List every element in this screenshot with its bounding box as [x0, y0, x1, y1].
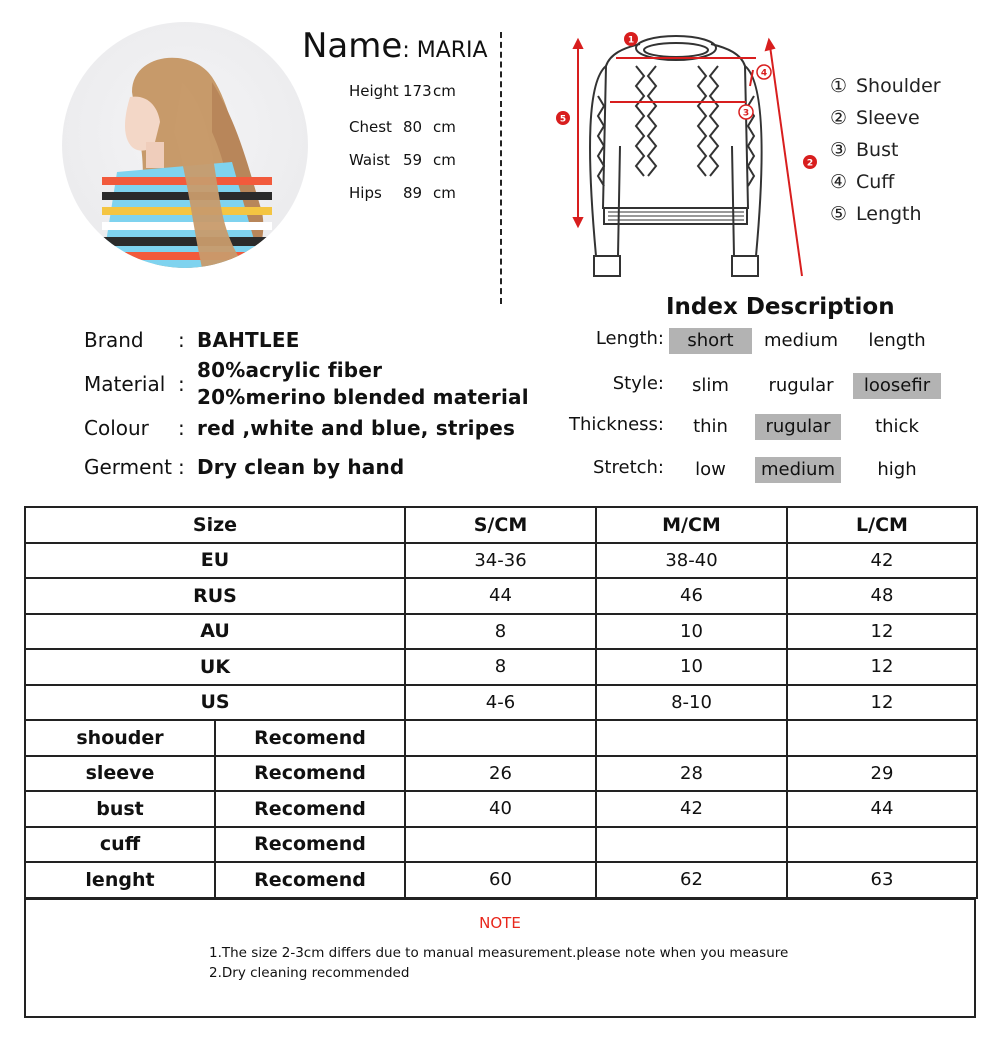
legend-label: Sleeve [856, 107, 920, 129]
index-label-length: Length: [595, 328, 664, 349]
table-row [25, 649, 977, 685]
row-recommend: Recomend [215, 720, 405, 756]
legend-cuff [830, 171, 894, 193]
colour-label: Colour [84, 416, 149, 440]
brand-value: BAHTLEE [197, 328, 300, 352]
stat-waist [349, 151, 456, 169]
sweater-diagram [548, 26, 818, 288]
legend-number: ③ [830, 139, 848, 161]
cell-s: 34-36 [405, 543, 596, 579]
colon: : [178, 328, 185, 352]
divider [500, 32, 502, 304]
index-label-thickness: Thickness: [568, 414, 664, 435]
cell-l: 42 [787, 543, 977, 579]
cell-s: 8 [405, 614, 596, 650]
cell-m: 8-10 [596, 685, 787, 721]
legend-length [830, 203, 922, 225]
cell-s: 8 [405, 649, 596, 685]
material-value-2: 20%merino blended material [197, 385, 529, 409]
index-option-selected: short [669, 328, 752, 354]
index-option: thin [693, 416, 728, 437]
garment-value: Dry clean by hand [197, 455, 405, 479]
stat-label: Hips [349, 184, 382, 202]
note-box [24, 898, 976, 1018]
legend-label: Cuff [856, 171, 895, 193]
model-photo [62, 22, 308, 268]
model-name [302, 26, 488, 66]
index-title: Index Description [666, 294, 895, 320]
model-illustration [62, 22, 308, 268]
stat-unit: cm [433, 82, 456, 100]
row-label: shouder [25, 720, 215, 756]
cell-s: 26 [405, 756, 596, 792]
stat-value: 80 [403, 118, 423, 136]
cell-m: 10 [596, 614, 787, 650]
legend-label: Length [856, 203, 922, 225]
index-option: rugular [768, 375, 834, 396]
cell-m: 62 [596, 862, 787, 898]
note-title: NOTE [479, 914, 521, 932]
index-option: high [877, 459, 917, 480]
row-recommend: Recomend [215, 862, 405, 898]
legend-sleeve [830, 107, 920, 129]
cell-m [596, 720, 787, 756]
row-label: bust [25, 791, 215, 827]
row-label: cuff [25, 827, 215, 863]
row-label: EU [25, 543, 405, 579]
legend-number: ⑤ [830, 203, 848, 225]
table-row [25, 614, 977, 650]
cell-m: 28 [596, 756, 787, 792]
row-label: AU [25, 614, 405, 650]
stat-height [349, 82, 456, 100]
name-value: MARIA [416, 38, 488, 63]
stat-label: Waist [349, 151, 390, 169]
stat-value: 59 [403, 151, 423, 169]
marker-5: 5 [559, 114, 567, 125]
index-option: low [695, 459, 726, 480]
size-table [24, 506, 978, 899]
cell-s [405, 720, 596, 756]
stat-unit: cm [433, 151, 456, 169]
cell-m [596, 827, 787, 863]
note-line-2: 2.Dry cleaning recommended [209, 965, 410, 981]
table-row [25, 756, 977, 792]
table-row [25, 685, 977, 721]
name-label: Name [302, 26, 403, 66]
cell-s: 4-6 [405, 685, 596, 721]
cell-l: 63 [787, 862, 977, 898]
index-option: slim [692, 375, 729, 396]
note-line-1: 1.The size 2-3cm differs due to manual measurement.please note when you measure [209, 945, 789, 961]
cell-l [787, 827, 977, 863]
colon: : [178, 416, 185, 440]
marker-1: 1 [627, 35, 635, 46]
index-option-selected: medium [755, 457, 841, 483]
cell-m: 42 [596, 791, 787, 827]
cell-l: 44 [787, 791, 977, 827]
row-label: UK [25, 649, 405, 685]
legend-shoulder [830, 75, 941, 97]
index-label-style: Style: [612, 373, 664, 394]
header-l: L/CM [787, 507, 977, 543]
cell-l [787, 720, 977, 756]
marker-3: 3 [742, 108, 750, 119]
material-label: Material [84, 372, 166, 396]
colon: : [178, 372, 185, 396]
legend-bust [830, 139, 898, 161]
table-header-row [25, 507, 977, 543]
cell-l: 29 [787, 756, 977, 792]
header-size: Size [25, 507, 405, 543]
stat-hips [349, 184, 456, 202]
index-option-selected: rugular [755, 414, 841, 440]
stat-value: 89 [403, 184, 423, 202]
index-option: thick [875, 416, 919, 437]
cell-m: 10 [596, 649, 787, 685]
cell-s: 44 [405, 578, 596, 614]
cell-l: 12 [787, 685, 977, 721]
marker-4: 4 [760, 68, 768, 79]
cell-s: 60 [405, 862, 596, 898]
index-option-selected: loosefir [853, 373, 941, 399]
cell-s [405, 827, 596, 863]
legend-number: ① [830, 75, 848, 97]
name-separator: : [402, 38, 417, 63]
legend-number: ② [830, 107, 848, 129]
row-label: sleeve [25, 756, 215, 792]
stat-unit: cm [433, 184, 456, 202]
measurement-diagram [548, 26, 818, 288]
legend-label: Bust [856, 139, 899, 161]
table-row [25, 827, 977, 863]
row-label: RUS [25, 578, 405, 614]
cell-l: 12 [787, 649, 977, 685]
material-value-1: 80%acrylic fiber [197, 358, 383, 382]
stat-value: 173 [403, 82, 432, 100]
stat-chest [349, 118, 456, 136]
table-row [25, 791, 977, 827]
row-recommend: Recomend [215, 791, 405, 827]
stat-label: Chest [349, 118, 392, 136]
brand-label: Brand [84, 328, 144, 352]
cell-s: 40 [405, 791, 596, 827]
stat-unit: cm [433, 118, 456, 136]
marker-2: 2 [806, 158, 814, 169]
legend-number: ④ [830, 171, 848, 193]
row-label: US [25, 685, 405, 721]
cell-l: 12 [787, 614, 977, 650]
garment-label: Germent [84, 455, 172, 479]
row-recommend: Recomend [215, 756, 405, 792]
table-row [25, 578, 977, 614]
index-label-stretch: Stretch: [593, 457, 664, 478]
table-row [25, 862, 977, 898]
colour-value: red ,white and blue, stripes [197, 416, 516, 440]
cell-m: 46 [596, 578, 787, 614]
index-option: medium [764, 330, 838, 351]
row-label: lenght [25, 862, 215, 898]
table-row [25, 720, 977, 756]
cell-l: 48 [787, 578, 977, 614]
row-recommend: Recomend [215, 827, 405, 863]
header-s: S/CM [405, 507, 596, 543]
cell-m: 38-40 [596, 543, 787, 579]
legend-label: Shoulder [856, 75, 941, 97]
index-option: length [868, 330, 926, 351]
table-row [25, 543, 977, 579]
stat-label: Height [349, 82, 399, 100]
header-m: M/CM [596, 507, 787, 543]
colon: : [178, 455, 185, 479]
